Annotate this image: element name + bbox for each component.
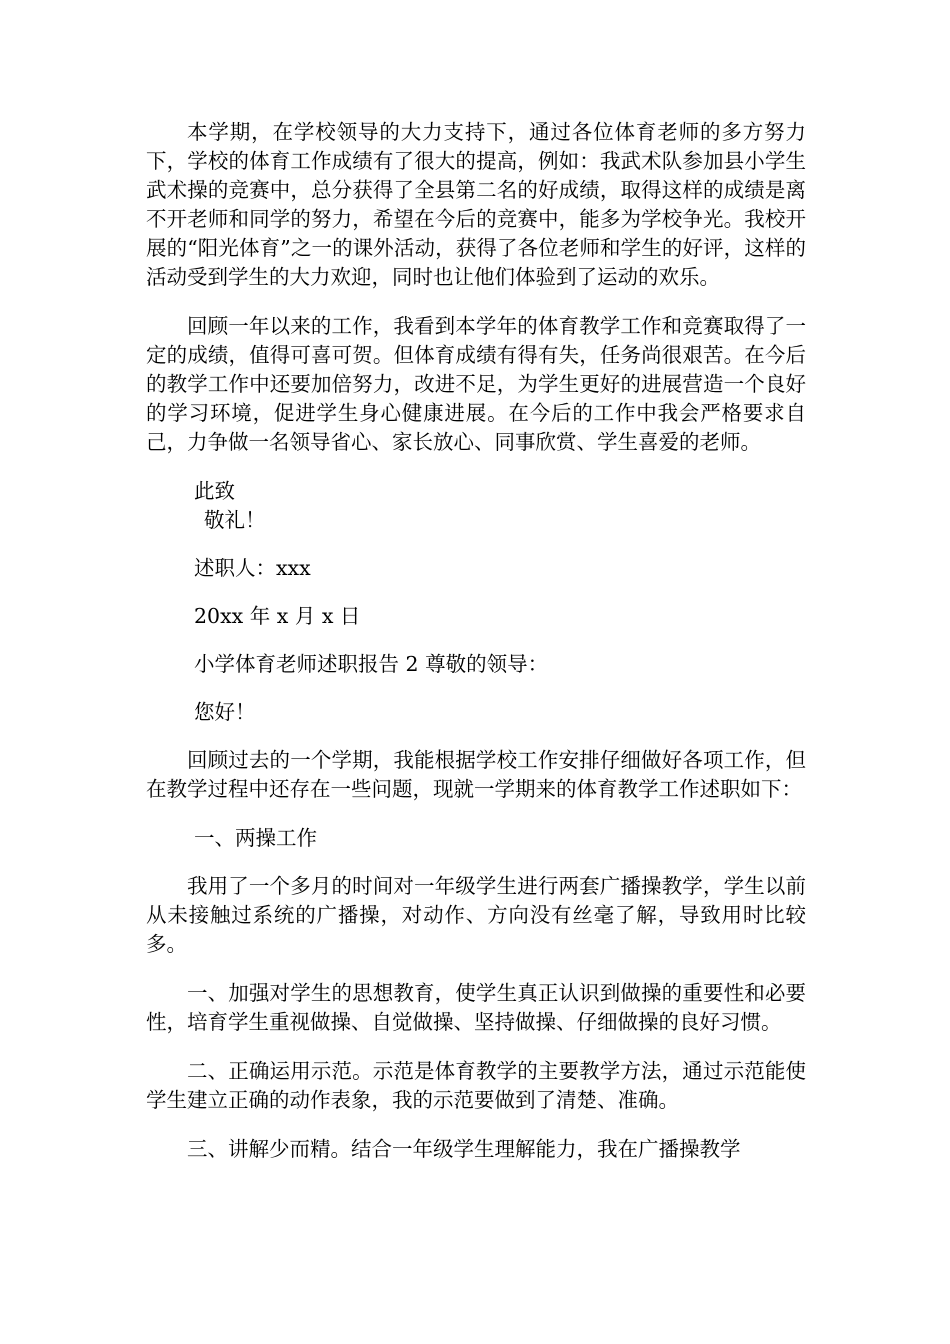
paragraph-broadcast-exercise: 我用了一个多月的时间对一年级学生进行两套广播操教学，学生以前从未接触过系统的广播操，对动作、方向没有丝毫了解，导致用时比较多。 [146, 874, 806, 956]
paragraph-point-3: 三、讲解少而精。结合一年级学生理解能力，我在广播操教学 [187, 1137, 741, 1161]
greeting-line: 您好！ [194, 700, 256, 724]
paragraph-year-review: 回顾一年以来的工作，我看到本学年的体育教学工作和竞赛取得了一定的成绩，值得可喜可贺。但体育成绩有得有失，任务尚很艰苦。在今后的教学工作中还要加倍努力，改进不足，为学生更好的进展营造一个良好的学习环境，促进学生身心健康进展。在今后的工作中我会严格要求自己，力争做一名领导省心、家长放心、同事欣赏、学生喜爱的老师。 [146, 314, 806, 454]
paragraph-point-1: 一、加强对学生的思想教育，使学生真正认识到做操的重要性和必要性，培育学生重视做操、自觉做操、坚持做操、仔细做操的良好习惯。 [146, 981, 806, 1034]
paragraph-semester-review: 回顾过去的一个学期，我能根据学校工作安排仔细做好各项工作，但在教学过程中还存在一些问题，现就一学期来的体育教学工作述职如下： [146, 748, 806, 801]
closing-line-1: 此致 [194, 479, 235, 503]
paragraph-point-2: 二、正确运用示范。示范是体育教学的主要教学方法，通过示范能使学生建立正确的动作表象，我的示范要做到了清楚、准确。 [146, 1059, 806, 1112]
paragraph-semester-summary: 本学期，在学校领导的大力支持下，通过各位体育老师的多方努力下，学校的体育工作成绩有了很大的提高，例如：我武术队参加县小学生武术操的竞赛中，总分获得了全县第二名的好成绩，取得这样的成绩是离不开老师和同学的努力，希望在今后的竞赛中，能多为学校争光。我校开展的“阳光体育”之一的课外活动，获得了各位老师和学生的好评，这样的活动受到学生的大力欢迎，同时也让他们体验到了运动的欢乐。 [146, 120, 806, 289]
signer-line: 述职人：xxx [194, 556, 311, 580]
document-page [146, 118, 806, 1164]
section-heading-exercises: 一、两操工作 [194, 826, 317, 850]
date-line: 20xx 年 x 月 x 日 [194, 604, 361, 628]
closing-line-2: 敬礼！ [204, 508, 266, 532]
report2-title: 小学体育老师述职报告 2 尊敬的领导： [194, 652, 549, 676]
